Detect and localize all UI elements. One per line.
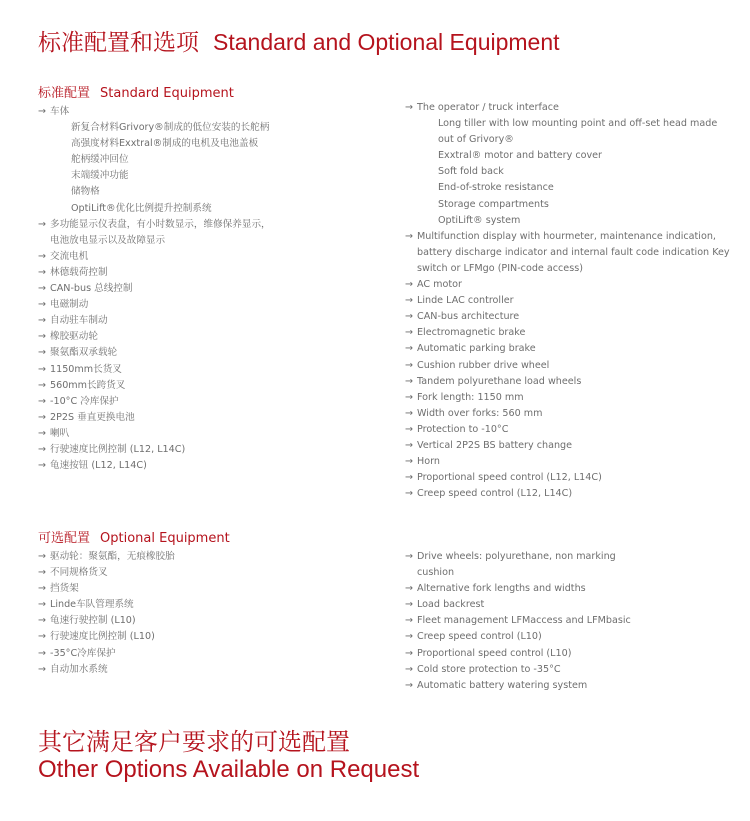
list-item: 末端缓冲功能 (71, 170, 129, 182)
list-item: Long tiller with low mounting point and off-set head made (438, 118, 718, 130)
optional-heading-en: Optional Equipment (100, 531, 230, 546)
other-options-title-cn: 其它满足客户要求的可选配置 (38, 729, 350, 756)
list-item: → 行驶速度比例控制 (L12, L14C) (38, 442, 271, 458)
list-item: → 2P2S 垂直更换电池 (38, 410, 271, 426)
list-item: 舵柄缓冲回位 (71, 154, 129, 166)
optional-heading-cn: 可选配置 (38, 531, 91, 546)
list-item: → Proportional speed control (L10) (405, 646, 631, 662)
standard-heading-cn: 标准配置 (38, 86, 91, 101)
list-item: → Drive wheels: polyurethane, non marking (405, 549, 631, 565)
standard-heading-en: Standard Equipment (100, 86, 234, 101)
page-title-cn: 标准配置和选项 (38, 29, 199, 55)
list-item: → 交流电机 (38, 249, 271, 265)
list-item: → Tandem polyurethane load wheels (405, 374, 730, 390)
list-item: Soft fold back (438, 166, 504, 178)
list-item: → -35°C冷库保护 (38, 646, 175, 662)
optional-list-en (405, 549, 631, 694)
list-item: → AC motor (405, 277, 730, 293)
page-title-en: Standard and Optional Equipment (213, 29, 560, 55)
list-item: → Creep speed control (L12, L14C) (405, 486, 730, 502)
list-item: → -10°C 冷库保护 (38, 394, 271, 410)
list-item: → 林德载荷控制 (38, 265, 271, 281)
list-item: Exxtral® motor and battery cover (438, 150, 602, 162)
list-item: → 自动驻车制动 (38, 313, 271, 329)
list-item: cushion (417, 567, 455, 579)
list-item: battery discharge indicator and internal fault code indication Key (417, 246, 730, 258)
list-item: → 行驶速度比例控制 (L10) (38, 629, 175, 645)
list-item: Storage compartments (438, 198, 549, 210)
list-item: OptiLift® system (438, 214, 521, 226)
list-item: → Width over forks: 560 mm (405, 406, 730, 422)
list-item: → 喇叭 (38, 426, 271, 442)
list-item: → Multifunction display with hourmeter, maintenance indication, (405, 229, 730, 245)
list-item: → Fork length: 1150 mm (405, 390, 730, 406)
list-item: out of Grivory® (438, 134, 514, 146)
list-item: → 不同规格货叉 (38, 565, 175, 581)
list-item: → Automatic battery watering system (405, 678, 631, 694)
other-options-title-en: Other Options Available on Request (38, 756, 420, 783)
list-item: → Protection to -10°C (405, 422, 730, 438)
list-item: → Electromagnetic brake (405, 325, 730, 341)
list-item: → 560mm长跨货叉 (38, 378, 271, 394)
list-item: 高强度材料Exxtral®制成的电机及电池盖板 (71, 138, 259, 150)
list-item: → Cushion rubber drive wheel (405, 358, 730, 374)
list-item: → 自动加水系统 (38, 662, 175, 678)
list-item: → 驱动轮：聚氨酯，无痕橡胶胎 (38, 549, 175, 565)
list-item: → Linde LAC controller (405, 293, 730, 309)
list-item: → 车体 (38, 104, 271, 120)
list-item: → Vertical 2P2S BS battery change (405, 438, 730, 454)
list-item: 电池放电显示以及故障显示 (50, 234, 166, 246)
standard-list-cn (38, 104, 271, 474)
optional-list-cn (38, 549, 175, 678)
list-item: OptiLift®优化比例提升控制系统 (71, 202, 212, 214)
list-item: → Alternative fork lengths and widths (405, 581, 631, 597)
list-item: → 龟速行驶控制 (L10) (38, 613, 175, 629)
list-item: → 挡货架 (38, 581, 175, 597)
list-item: → Load backrest (405, 597, 631, 613)
page-title (38, 24, 560, 57)
list-item: → Horn (405, 454, 730, 470)
list-item: → 龟速按钮 (L12, L14C) (38, 458, 271, 474)
list-item: → 1150mm长货叉 (38, 362, 271, 378)
list-item: → CAN-bus architecture (405, 309, 730, 325)
list-item: → 多功能显示仪表盘，有小时数显示，维修保养显示， (38, 217, 271, 233)
list-item: → Creep speed control (L10) (405, 629, 631, 645)
list-item: → 橡胶驱动轮 (38, 329, 271, 345)
list-item: → Proportional speed control (L12, L14C) (405, 470, 730, 486)
list-item: 储物格 (71, 186, 100, 198)
list-item: → The operator / truck interface (405, 100, 730, 116)
standard-heading (38, 82, 234, 101)
list-item: → CAN-bus 总线控制 (38, 281, 271, 297)
list-item: → 电磁制动 (38, 297, 271, 313)
list-item: → Linde车队管理系统 (38, 597, 175, 613)
optional-heading (38, 527, 230, 546)
list-item: switch or LFMgo (PIN-code access) (417, 262, 583, 274)
list-item: 新复合材料Grivory®制成的低位安装的长舵柄 (71, 122, 270, 134)
list-item: → Automatic parking brake (405, 341, 730, 357)
standard-list-en (405, 100, 730, 502)
list-item: → Cold store protection to -35°C (405, 662, 631, 678)
list-item: → 聚氨酯双承载轮 (38, 345, 271, 361)
list-item: End-of-stroke resistance (438, 182, 554, 194)
list-item: → Fleet management LFMaccess and LFMbasic (405, 613, 631, 629)
